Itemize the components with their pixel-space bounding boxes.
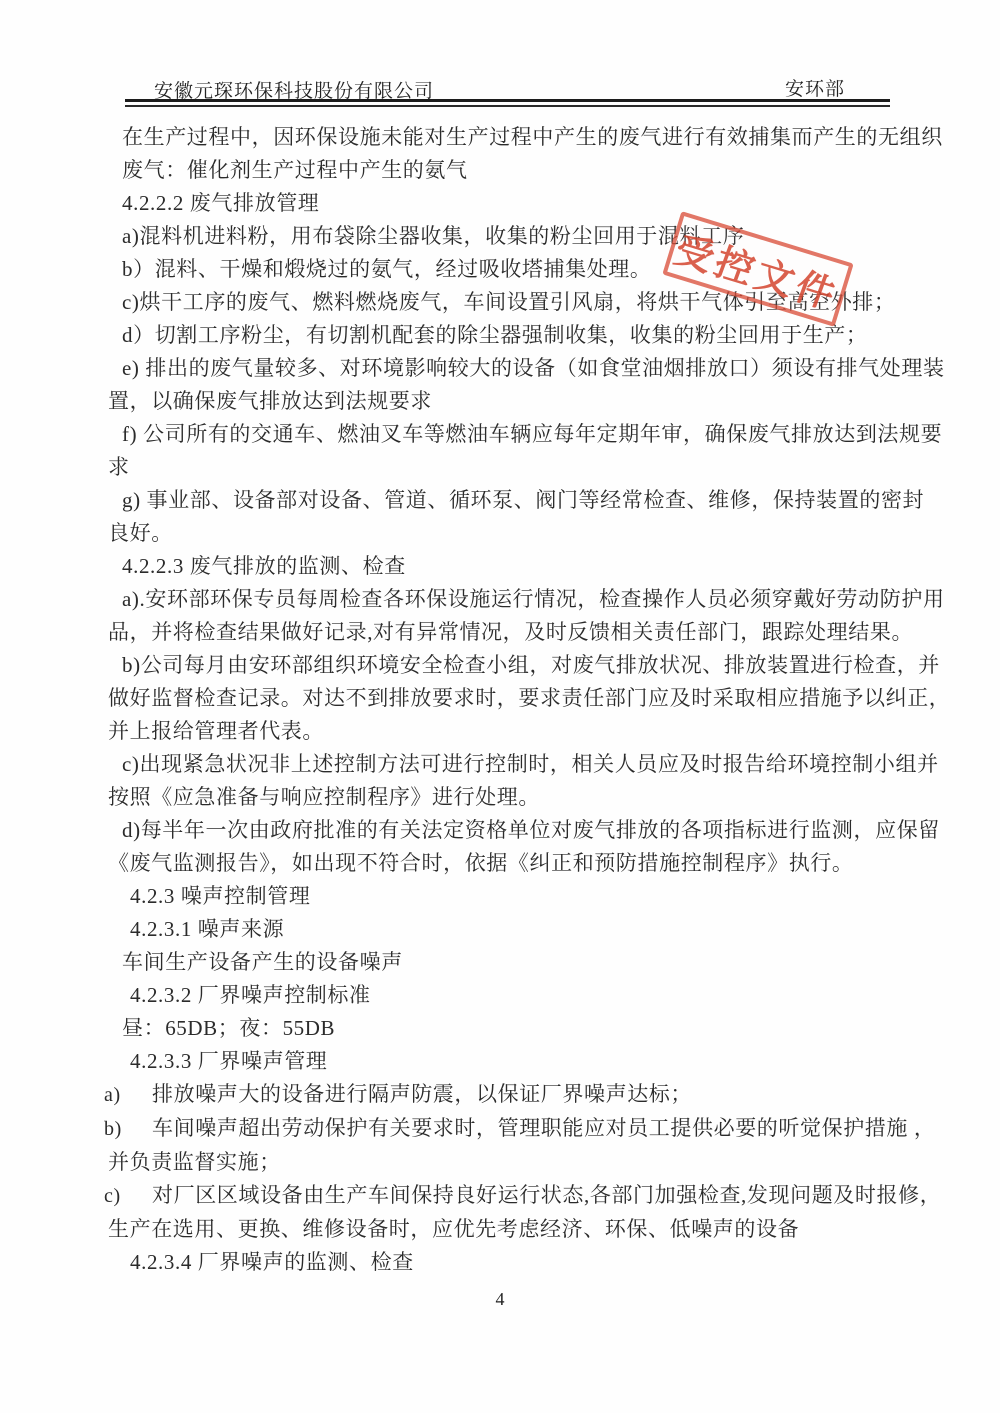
- text-line: 并上报给管理者代表。: [108, 719, 324, 743]
- text-line: 车间生产设备产生的设备噪声: [122, 950, 403, 974]
- text-line: g) 事业部、设备部对设备、管道、循环泵、阀门等经常检查、维修，保持装置的密封: [122, 488, 925, 512]
- text-line: [0, 1179, 1000, 1213]
- text-line: 昼：65DB；夜：55DB: [122, 1016, 336, 1040]
- page-number: 4: [495, 1289, 505, 1309]
- header-company-name: 安徽元琛环保科技股份有限公司: [154, 81, 435, 102]
- text-line: a).安环部环保专员每周检查各环保设施运行情况，检查操作人员必须穿戴好劳动防护用: [122, 587, 945, 611]
- stamp-text: 受控文件: [668, 228, 844, 318]
- text-line: c)烘干工序的废气、燃料燃烧废气，车间设置引风扇，将烘干气体引至高空外排；: [122, 290, 896, 314]
- text-line: 在生产过程中，因环保设施未能对生产过程中产生的废气进行有效捕集而产生的无组织: [122, 125, 943, 149]
- text-line: 品，并将检查结果做好记录,对有异常情况，及时反馈相关责任部门，跟踪处理结果。: [108, 620, 914, 644]
- list-text: 对厂区区域设备由生产车间保持良好运行状态,各部门加强检查,发现问题及时报修，: [152, 1183, 942, 1207]
- text-line: b)公司每月由安环部组织环境安全检查小组，对废气排放状况、排放装置进行检查，并: [122, 653, 940, 677]
- text-line: 生产在选用、更换、维修设备时，应优先考虑经济、环保、低噪声的设备: [108, 1217, 800, 1241]
- header-department: 安环部: [785, 79, 846, 100]
- text-line: d）切割工序粉尘，有切割机配套的除尘器强制收集，收集的粉尘回用于生产；: [122, 323, 868, 347]
- text-line: 4.2.3.1 噪声来源: [130, 917, 285, 941]
- text-line: b）混料、干燥和煅烧过的氨气，经过吸收塔捕集处理。: [122, 257, 652, 281]
- text-line: 求: [108, 455, 130, 479]
- text-line: d)每半年一次由政府批准的有关法定资格单位对废气排放的各项指标进行监测，应保留: [122, 818, 940, 842]
- list-text: 排放噪声大的设备进行隔声防震，以保证厂界噪声达标；: [152, 1082, 692, 1106]
- list-text: 车间噪声超出劳动保护有关要求时，管理职能应对员工提供必要的听觉保护措施 ，: [152, 1116, 936, 1140]
- text-line: 4.2.3.3 厂界噪声管理: [130, 1049, 328, 1073]
- text-line: 4.2.3.4 厂界噪声的监测、检查: [130, 1250, 414, 1274]
- text-line: 置，以确保废气排放达到法规要求: [108, 389, 432, 413]
- document-body: [0, 121, 1000, 1279]
- text-line: 按照《应急准备与响应控制程序》进行处理。: [108, 785, 540, 809]
- list-marker: c): [104, 1185, 121, 1207]
- text-line: c)出现紧急状况非上述控制方法可进行控制时，相关人员应及时报告给环境控制小组并: [122, 752, 939, 776]
- text-line: 4.2.2.2 废气排放管理: [122, 191, 320, 215]
- header-rule: [125, 99, 890, 107]
- text-line: a)混料机进料粉，用布袋除尘器收集，收集的粉尘回用于混料工序: [122, 224, 745, 248]
- page-header: [0, 0, 1000, 110]
- text-line: e) 排出的废气量较多、对环境影响较大的设备（如食堂油烟排放口）须设有排气处理装: [122, 356, 945, 380]
- text-line: f) 公司所有的交通车、燃油叉车等燃油车辆应每年定期年审，确保废气排放达到法规要: [122, 422, 943, 446]
- text-line: [0, 1112, 1000, 1146]
- text-line: 4.2.3 噪声控制管理: [130, 884, 311, 908]
- text-line: 并负责监督实施；: [108, 1150, 281, 1174]
- list-marker: a): [104, 1084, 121, 1106]
- text-line: 《废气监测报告》，如出现不符合时，依据《纠正和预防措施控制程序》执行。: [108, 851, 854, 875]
- list-marker: b): [104, 1118, 122, 1140]
- text-line: 4.2.3.2 厂界噪声控制标准: [130, 983, 371, 1007]
- text-line: [0, 1078, 1000, 1112]
- text-line: 4.2.2.3 废气排放的监测、检查: [122, 554, 406, 578]
- text-line: 做好监督检查记录。对达不到排放要求时，要求责任部门应及时采取相应措施予以纠正，: [108, 686, 951, 710]
- text-line: 良好。: [108, 521, 173, 545]
- text-line: 废气：催化剂生产过程中产生的氨气: [122, 158, 468, 182]
